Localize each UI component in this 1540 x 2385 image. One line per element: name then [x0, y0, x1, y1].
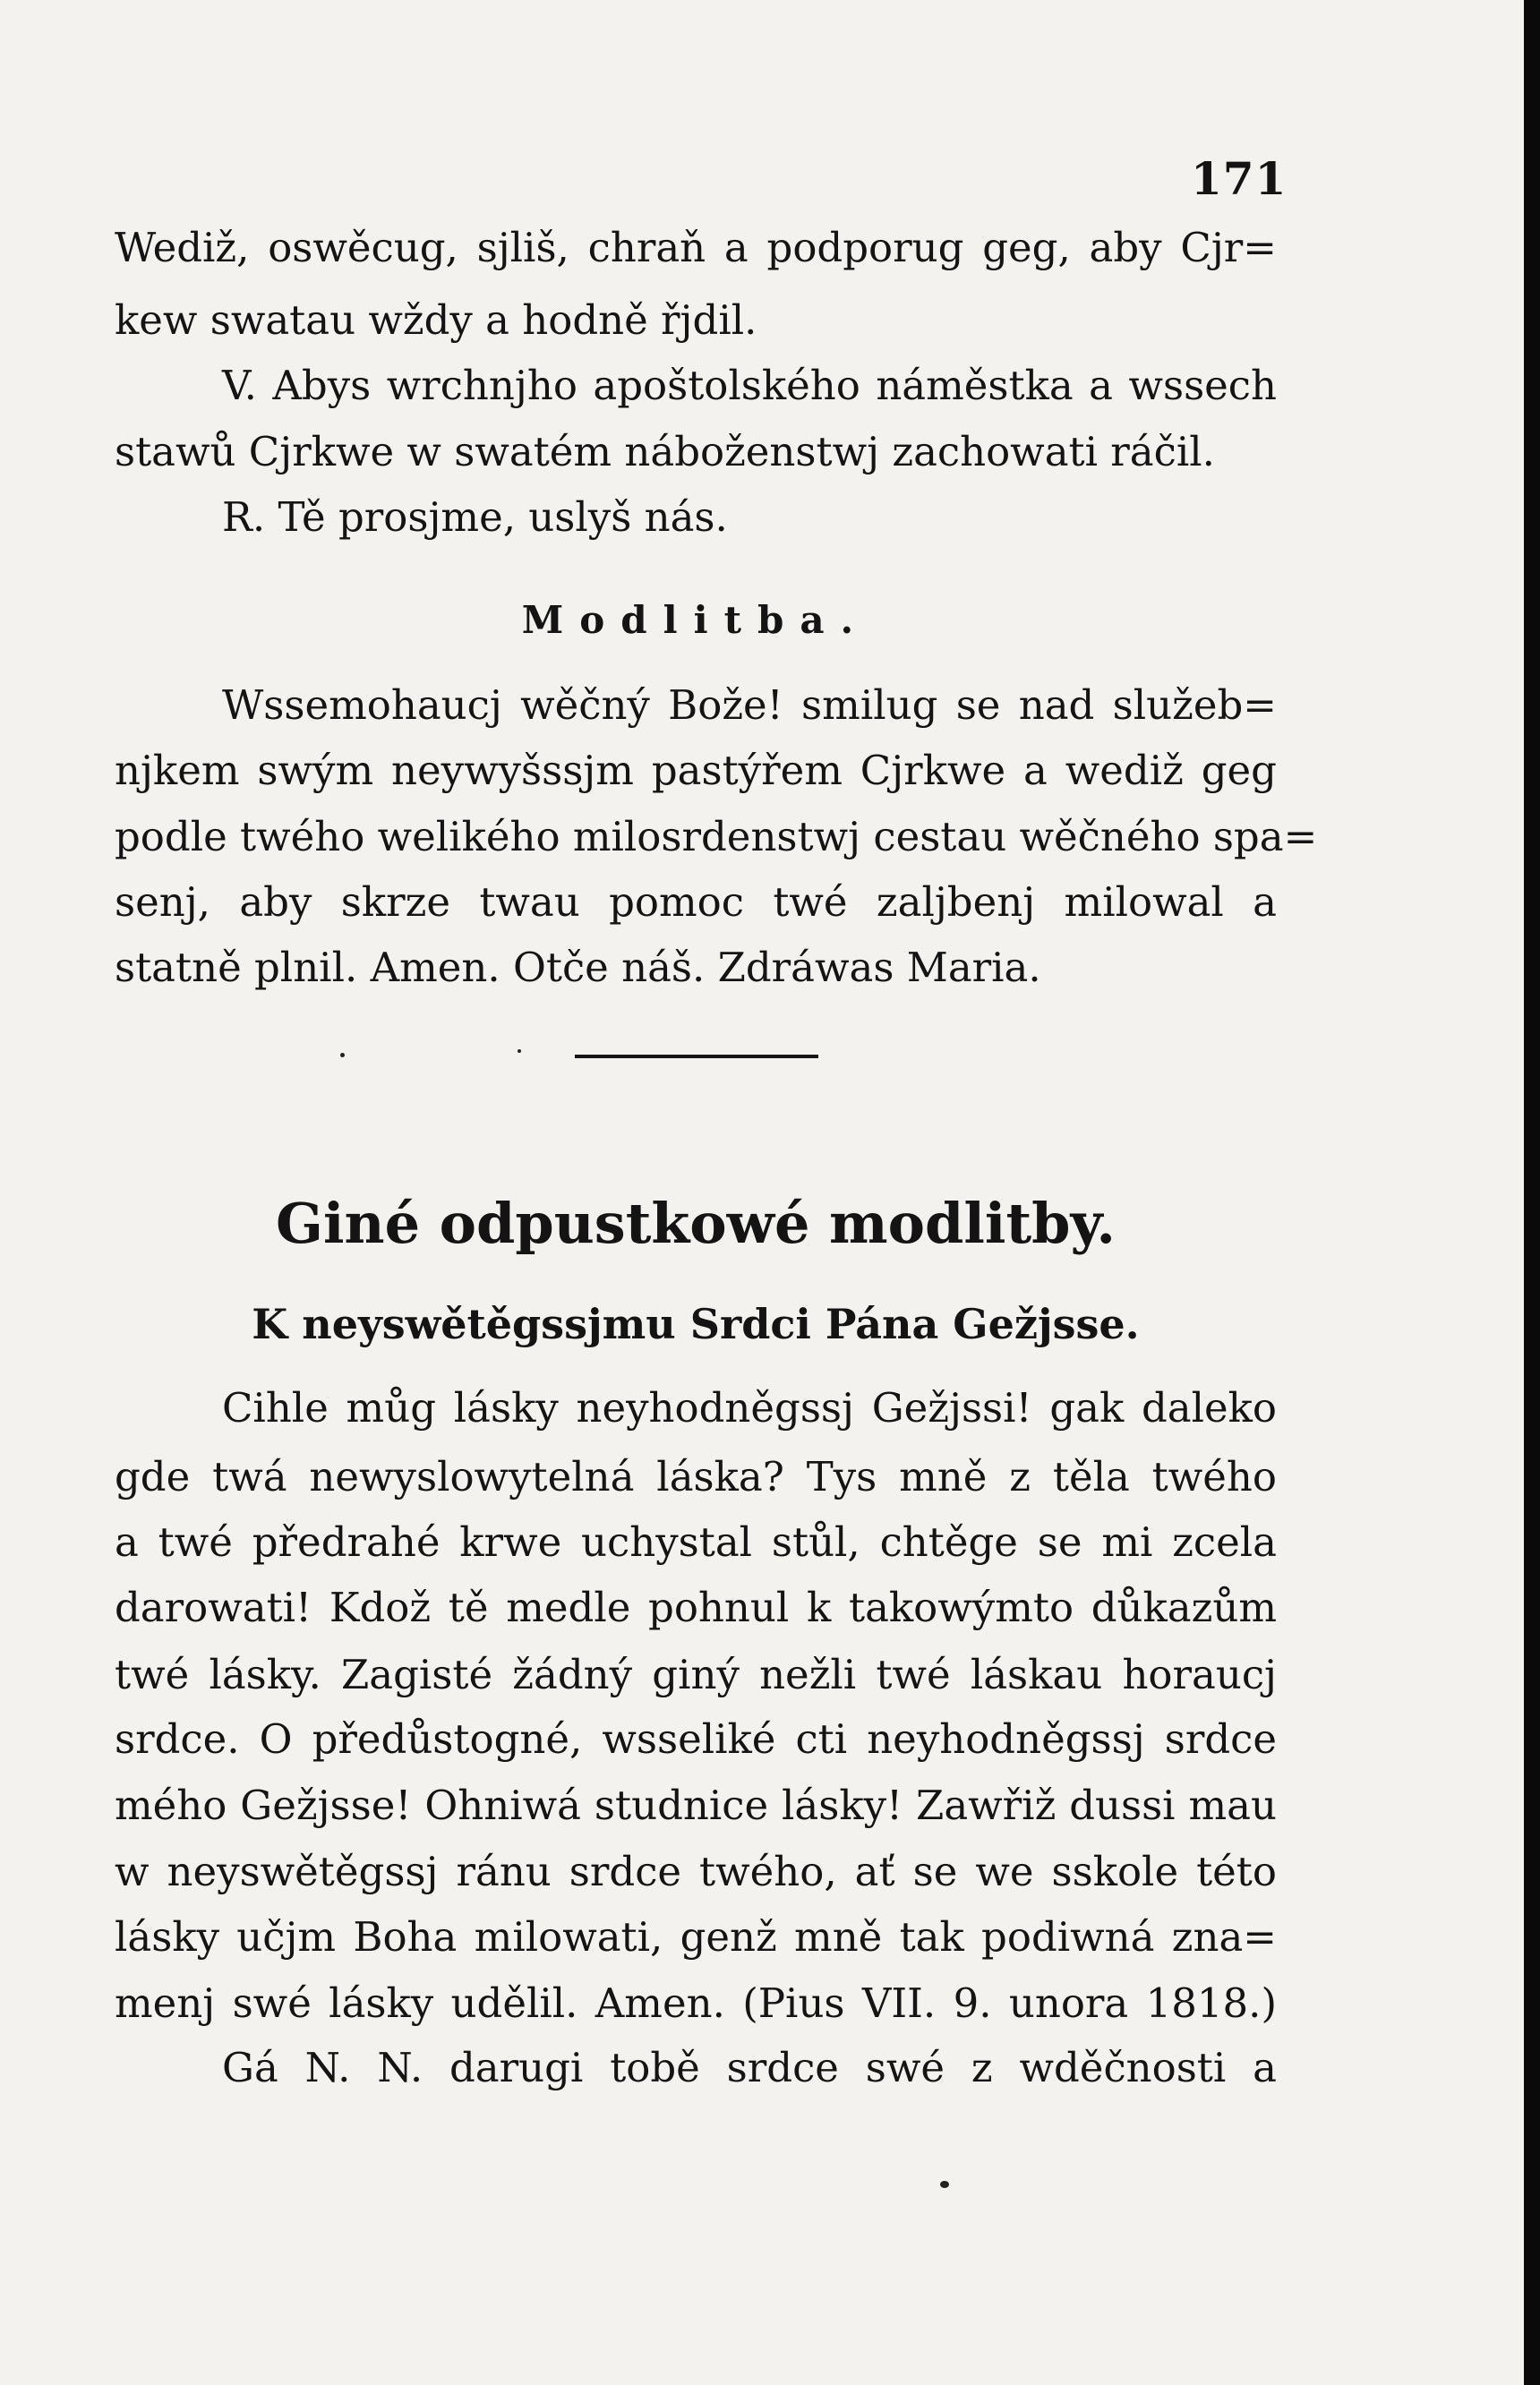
text-line: gde twá newyslowytelná láska? Tys mně z těla twého [115, 1453, 1277, 1500]
text-line: srdce. O předůstogné, wsseliké cti neyhodněgssj srdce [115, 1715, 1277, 1763]
text-line: podle twého welikého milosrdenstwj cestau wěčného spa= [115, 813, 1318, 860]
text-line: njkem swým neywyšssjm pastýřem Cjrkwe a wediž geg [115, 747, 1277, 794]
text-line: Gá N. N. darugi tobě srdce swé z wděčnosti a [222, 2044, 1277, 2091]
text-line: stawů Cjrkwe w swatém náboženstwj zachowati ráčil. [115, 428, 1215, 475]
text-line: darowati! Kdož tě medle pohnul k takowýmto důkazům [115, 1584, 1277, 1631]
section-subtitle: K neyswětěgssjmu Srdci Pána Gežjsse. [252, 1300, 1140, 1348]
text-line: Wediž, oswěcug, sjliš, chraň a podporug geg, aby Cjr= [115, 224, 1277, 271]
text-line: menj swé lásky udělil. Amen. (Pius VII. 9. unora 1818.) [115, 1979, 1277, 2027]
page-edge-shadow [1524, 0, 1540, 2385]
ink-speck [940, 2181, 949, 2188]
text-line: R. Tě prosjme, uslyš nás. [222, 493, 728, 541]
section-title: Giné odpustkowé modlitby. [276, 1191, 1116, 1256]
ink-speck [518, 1049, 521, 1053]
text-line: senj, aby skrze twau pomoc twé zaljbenj milowal a [115, 878, 1277, 926]
text-line: w neyswětěgssj ránu srdce twého, ať se we sskole této [115, 1848, 1277, 1895]
text-line: twé lásky. Zagisté žádný giný nežli twé láskau horaucj [115, 1651, 1277, 1698]
text-line: Wssemohaucj wěčný Bože! smilug se nad služeb= [222, 681, 1277, 729]
prayer-title: Modlitba. [521, 598, 870, 642]
ink-speck [340, 1053, 345, 1057]
text-line: a twé předrahé krwe uchystal stůl, chtěge se mi zcela [115, 1518, 1277, 1566]
text-line: V. Abys wrchnjho apoštolského náměstka a wssech [222, 362, 1277, 409]
text-line: kew swatau wždy a hodně řjdil. [115, 296, 757, 344]
text-line: statně plnil. Amen. Otče náš. Zdráwas Maria. [115, 944, 1041, 991]
section-divider [575, 1055, 818, 1058]
text-line: mého Gežjsse! Ohniwá studnice lásky! Zawřiž dussi mau [115, 1782, 1277, 1829]
page-number: 171 [1191, 152, 1288, 205]
text-line: Cihle můg lásky neyhodněgssj Gežjssi! gak daleko [222, 1384, 1277, 1432]
text-line: lásky učjm Boha milowati, genž mně tak podiwná zna= [115, 1913, 1277, 1961]
